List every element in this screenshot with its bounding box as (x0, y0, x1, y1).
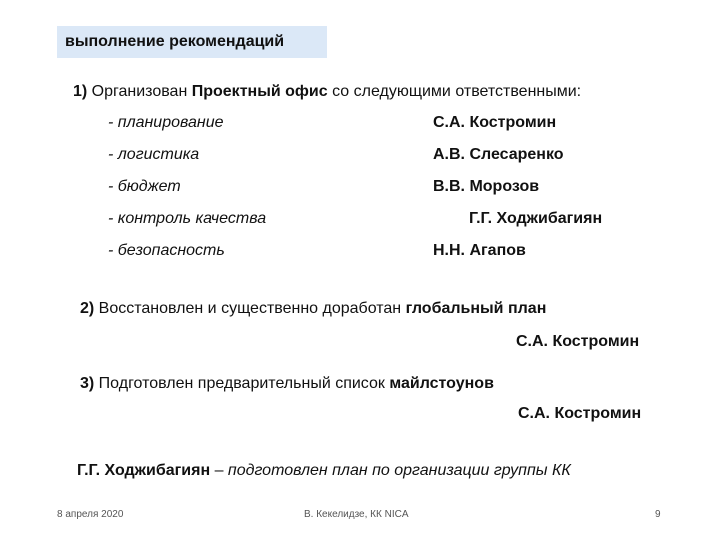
section-header (57, 26, 327, 58)
item-4-line (77, 461, 571, 481)
person-logistics: А.В. Слесаренко (433, 146, 564, 163)
footer-date: 8 апреля 2020 (57, 509, 124, 520)
person-quality-control: Г.Г. Ходжибагиян (469, 210, 603, 227)
role-safety: - безопасность (108, 242, 225, 259)
item-4-person: Г.Г. Ходжибагиян (77, 462, 211, 479)
role-quality-control: - контроль качества (108, 210, 267, 227)
role-logistics: - логистика (108, 146, 200, 163)
item-3-line (80, 374, 494, 394)
item-2-highlight: глобальный план (405, 300, 547, 317)
footer-author: В. Кекелидзе, КК NICA (304, 509, 409, 520)
person-budget: В.В. Морозов (433, 178, 540, 195)
item-1-text-after: со следующими ответственными: (327, 83, 582, 100)
item-1-line (73, 82, 581, 102)
item-1-text-before: Организован (87, 83, 192, 100)
section-header-title: выполнение рекомендаций (65, 33, 285, 50)
item-3-highlight: майлстоунов (389, 375, 494, 392)
item-2-line (80, 299, 546, 319)
person-planning: С.А. Костромин (433, 114, 557, 131)
item-2-text-before: Восстановлен и существенно доработан (94, 300, 406, 317)
item-4-text: подготовлен план по организации группы КК (227, 462, 571, 479)
item-4-dash: – (210, 462, 228, 479)
item-3-person: С.А. Костромин (518, 405, 642, 422)
item-2-person: С.А. Костромин (516, 333, 640, 350)
role-planning: - планирование (108, 114, 224, 131)
item-1-highlight: Проектный офис (191, 83, 328, 100)
item-3-text-before: Подготовлен предварительный список (94, 375, 390, 392)
person-safety: Н.Н. Агапов (433, 242, 526, 259)
role-budget: - бюджет (108, 178, 181, 195)
item-3-number: 3) (80, 375, 95, 392)
item-1-number: 1) (73, 83, 88, 100)
item-2-number: 2) (80, 300, 95, 317)
footer-page-number: 9 (655, 509, 661, 520)
